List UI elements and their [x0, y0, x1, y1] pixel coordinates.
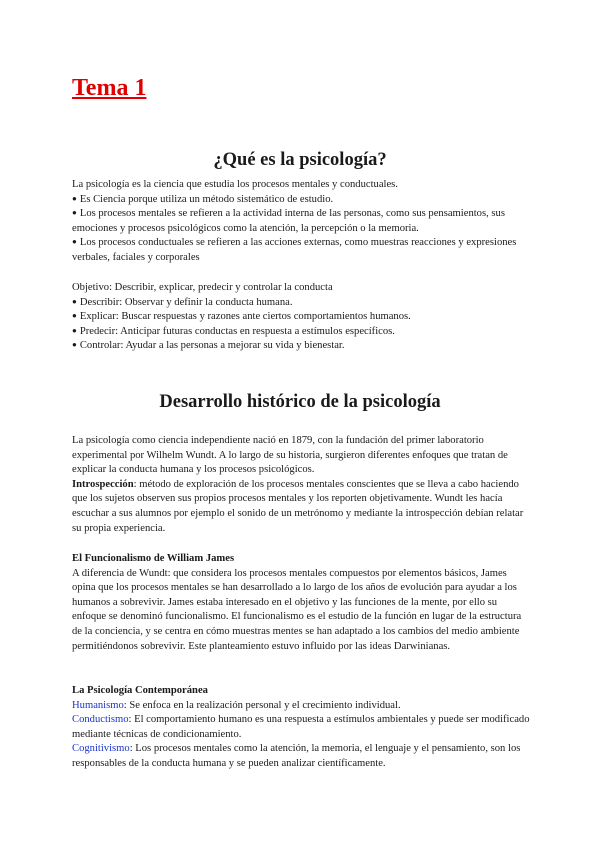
- school-item: [72, 742, 532, 771]
- objective-line: Objetivo: Describir, explicar, predecir y controlar la conducta: [72, 282, 333, 293]
- section-heading-desarrollo: Desarrollo histórico de la psicología: [159, 392, 441, 412]
- bullet-item: ● Los procesos conductuales se refieren a las acciones externas, como muestras reacciones y expresiones verbales, faciales y corporales: [72, 236, 532, 265]
- definition-paragraph: La psicología es la ciencia que estudia los procesos mentales y conductuales.: [72, 179, 398, 190]
- introspection-paragraph: [72, 478, 532, 536]
- history-intro-paragraph: La psicología como ciencia independiente nació en 1879, con la fundación del primer laboratorio experimental por Wilhelm Wundt. A lo largo de su historia, surgieron diferentes enfoques que tratan de explicar la conducta humana y los procesos psicológicos.: [72, 435, 508, 476]
- section-que-es-body: [72, 178, 532, 266]
- goal-item: ● Describir: Observar y definir la conducta humana.: [72, 296, 532, 311]
- contemporary-block: [72, 684, 532, 772]
- goal-item: ● Explicar: Buscar respuestas y razones ante ciertos comportamientos humanos.: [72, 310, 532, 325]
- objectives-block: [72, 281, 532, 354]
- school-item: [72, 713, 532, 742]
- school-term: Conductismo: [72, 714, 129, 726]
- contemporary-heading: La Psicología Contemporánea: [72, 685, 208, 696]
- school-text: : Se enfoca en la realización personal y el crecimiento individual.: [123, 699, 401, 711]
- section-desarrollo-body: [72, 434, 532, 536]
- goal-item: ● Predecir: Anticipar futuras conductas en respuesta a estímulos específicos.: [72, 325, 532, 340]
- page-title: Tema 1: [72, 75, 147, 101]
- school-text: : El comportamiento humano es una respuesta a estímulos ambientales y puede ser modificado mediante técnicas de condicionamiento.: [72, 714, 530, 740]
- school-text: : Los procesos mentales como la atención, la memoria, el lenguaje y el pensamiento, son los responsables de la conducta humana y se pueden analizar científicamente.: [72, 743, 521, 769]
- functionalism-block: [72, 552, 532, 654]
- bullet-item: ● Es Ciencia porque utiliza un método sistemático de estudio.: [72, 193, 532, 208]
- introspection-term: Introspección: [72, 478, 134, 490]
- school-item: [72, 699, 532, 714]
- functionalism-heading: El Funcionalismo de William James: [72, 553, 235, 564]
- section-heading-que-es: ¿Qué es la psicología?: [213, 150, 387, 170]
- school-term: Cognitivismo: [72, 743, 130, 755]
- functionalism-paragraph: A diferencia de Wundt: que considera los procesos mentales compuestos por elementos básicos, James opina que los procesos mentales se han desarrollado a lo largo de los años de evolución para ayudar a los humanos a sobrevivir. James estaba interesado en el objetivo y las funciones de la mente, por ello su enfoque se denominó funcionalismo. El funcionalismo es el estudio de la función en lugar de la estructura de la conciencia, y se centra en cómo muestras mentes se han adaptado a los cambios del medio ambiente permitiéndonos sobrevivir. Este planteamiento estuvo influido por las ideas Darwinianas.: [72, 567, 522, 652]
- bullet-item: ● Los procesos mentales se refieren a la actividad interna de las personas, como sus pensamientos, sus emociones y procesos psicológicos como la atención, la percepción o la memoria.: [72, 207, 532, 236]
- school-term: Humanismo: [72, 699, 124, 711]
- introspection-text: : método de exploración de los procesos mentales conscientes que se lleva a cabo haciendo que los sujetos observen sus propios procesos mentales y los reporten objetivamente. Wundt les hacía escuchar a sus alumnos por ejemplo el sonido de un metrónomo y mediante la introspección debían relatar su propia experiencia.: [72, 478, 524, 534]
- goal-item: ● Controlar: Ayudar a las personas a mejorar su vida y bienestar.: [72, 339, 532, 354]
